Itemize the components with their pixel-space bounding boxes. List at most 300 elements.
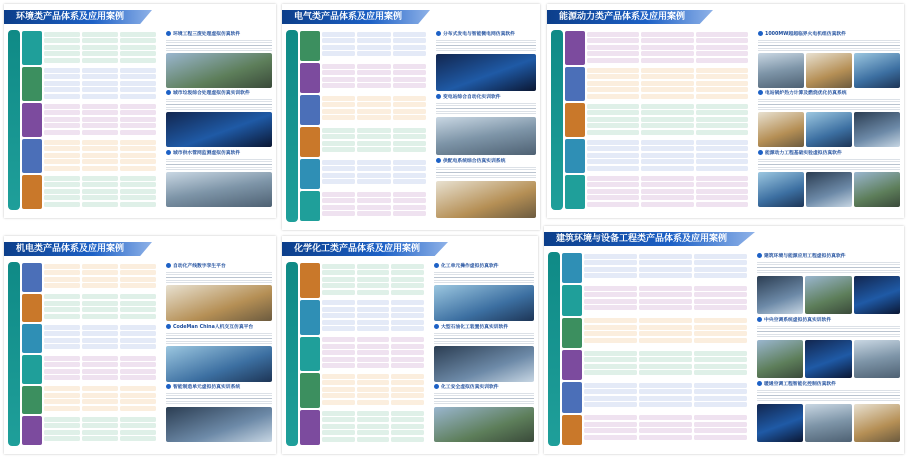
product-cell <box>694 331 747 336</box>
product-cell <box>120 45 156 50</box>
product-cell <box>641 87 693 92</box>
product-cell <box>587 51 639 56</box>
case-screenshot <box>806 172 852 207</box>
product-cell <box>82 166 118 171</box>
product-cell <box>639 325 692 330</box>
product-cell <box>44 94 80 99</box>
product-cell <box>587 130 639 135</box>
product-cell <box>639 260 692 265</box>
product-cell <box>696 159 748 164</box>
product-cell <box>120 153 156 158</box>
case-description <box>436 165 536 179</box>
product-cell <box>357 307 390 312</box>
product-cell <box>322 211 355 216</box>
product-cell <box>322 96 355 101</box>
product-cell <box>641 81 693 86</box>
product-cell <box>82 331 118 336</box>
product-cell <box>120 202 156 207</box>
case-description <box>434 270 534 283</box>
product-cell <box>120 430 156 435</box>
product-cell <box>696 58 748 63</box>
product-cell <box>587 195 639 200</box>
product-cell <box>694 364 747 369</box>
product-cell <box>322 424 355 429</box>
product-cell <box>82 117 118 122</box>
product-cell <box>584 260 637 265</box>
product-cell <box>120 314 156 319</box>
product-cell <box>322 387 355 392</box>
product-cell <box>357 430 390 435</box>
product-cell <box>391 424 424 429</box>
product-cell <box>82 417 118 422</box>
product-cell <box>584 351 637 356</box>
product-cell <box>694 428 747 433</box>
product-cell <box>393 141 426 146</box>
product-cell <box>322 109 355 114</box>
product-cell <box>639 415 692 420</box>
product-cell <box>357 320 390 325</box>
product-cell <box>44 301 80 306</box>
product-cell <box>696 38 748 43</box>
category-spine <box>286 30 298 222</box>
product-cell <box>587 94 639 99</box>
product-cell <box>82 140 118 145</box>
product-cell <box>694 254 747 259</box>
product-cell <box>357 96 390 101</box>
product-cell <box>393 179 426 184</box>
product-cell <box>322 313 355 318</box>
product-cell <box>393 211 426 216</box>
category-label <box>565 31 585 65</box>
product-cell <box>322 128 355 133</box>
product-cell <box>82 294 118 299</box>
brochure-page <box>547 4 904 218</box>
product-cell <box>120 338 156 343</box>
case-screenshot <box>805 404 851 442</box>
product-cell <box>641 140 693 145</box>
category-label <box>300 127 320 157</box>
case-heading: 暖通空调工程智能化控制仿真软件 <box>757 380 836 387</box>
product-cell <box>120 356 156 361</box>
product-cell <box>44 331 80 336</box>
product-cell <box>357 134 390 139</box>
product-cell <box>44 202 80 207</box>
product-cell <box>639 357 692 362</box>
product-cell <box>587 104 639 109</box>
case-screenshot <box>434 407 534 443</box>
product-cell <box>120 51 156 56</box>
product-cell <box>639 422 692 427</box>
product-cell <box>82 202 118 207</box>
product-cell <box>694 357 747 362</box>
category-spine <box>8 30 20 210</box>
case-heading: 建筑环境与能源应用工程虚拟仿真软件 <box>757 252 846 259</box>
product-cell <box>82 159 118 164</box>
product-cell <box>82 356 118 361</box>
case-screenshot <box>166 112 272 147</box>
product-cell <box>696 110 748 115</box>
product-cell <box>44 195 80 200</box>
product-cell <box>322 198 355 203</box>
category-label <box>22 294 42 323</box>
product-cell <box>639 331 692 336</box>
case-heading: 能源动力工程基础实验虚拟仿真软件 <box>758 149 842 156</box>
product-cell <box>584 402 637 407</box>
case-screenshot <box>758 53 804 88</box>
product-cell <box>639 305 692 310</box>
product-cell <box>322 337 355 342</box>
product-cell <box>639 318 692 323</box>
page-header <box>282 4 540 26</box>
product-cell <box>391 437 424 442</box>
product-cell <box>641 117 693 122</box>
page-title: 化学化工类产品体系及应用案例 <box>294 244 421 254</box>
case-screenshot <box>166 172 272 207</box>
product-cell <box>44 38 80 43</box>
product-cell <box>587 110 639 115</box>
product-cell <box>694 396 747 401</box>
product-cell <box>584 383 637 388</box>
product-cell <box>694 325 747 330</box>
product-cell <box>696 94 748 99</box>
product-cell <box>584 422 637 427</box>
product-cell <box>120 270 156 275</box>
product-cell <box>120 344 156 349</box>
product-cell <box>357 411 390 416</box>
product-cell <box>641 104 693 109</box>
case-description <box>758 157 900 170</box>
product-cell <box>82 393 118 398</box>
category-label <box>22 355 42 384</box>
product-cell <box>393 147 426 152</box>
product-cell <box>639 292 692 297</box>
category-label <box>22 103 42 137</box>
product-cell <box>44 375 80 380</box>
case-screenshot <box>436 181 536 218</box>
product-cell <box>44 182 80 187</box>
page-title: 机电类产品体系及应用案例 <box>16 244 125 254</box>
product-cell <box>82 68 118 73</box>
product-cell <box>357 198 390 203</box>
category-label <box>300 337 320 372</box>
product-cell <box>587 166 639 171</box>
product-cell <box>120 406 156 411</box>
product-cell <box>641 51 693 56</box>
category-label <box>22 324 42 353</box>
case-screenshot <box>806 53 852 88</box>
product-cell <box>357 337 390 342</box>
product-cell <box>584 364 637 369</box>
product-cell <box>322 77 355 82</box>
product-cell <box>584 292 637 297</box>
product-cell <box>357 393 390 398</box>
product-cell <box>44 189 80 194</box>
product-cell <box>696 81 748 86</box>
product-cell <box>391 270 424 275</box>
case-description <box>166 331 272 344</box>
product-cell <box>639 396 692 401</box>
case-heading: 供配电系统综合仿真实训系统 <box>436 157 505 164</box>
page-header <box>544 226 904 248</box>
product-cell <box>322 38 355 43</box>
product-cell <box>44 307 80 312</box>
product-cell <box>587 32 639 37</box>
product-cell <box>82 423 118 428</box>
category-label <box>22 416 42 445</box>
case-screenshot <box>434 285 534 321</box>
product-cell <box>357 270 390 275</box>
product-cell <box>696 117 748 122</box>
product-cell <box>120 362 156 367</box>
product-cell <box>120 159 156 164</box>
case-description <box>166 38 272 51</box>
product-cell <box>357 300 390 305</box>
product-cell <box>391 374 424 379</box>
category-label <box>300 63 320 93</box>
product-cell <box>322 134 355 139</box>
product-cell <box>357 290 390 295</box>
product-cell <box>393 166 426 171</box>
category-label <box>562 318 582 348</box>
product-cell <box>641 176 693 181</box>
product-cell <box>639 338 692 343</box>
page-title: 能源动力类产品体系及应用案例 <box>559 12 686 22</box>
case-screenshot <box>758 172 804 207</box>
product-cell <box>639 383 692 388</box>
category-label <box>22 175 42 209</box>
product-cell <box>357 173 390 178</box>
case-description <box>166 391 272 404</box>
product-cell <box>82 375 118 380</box>
category-label <box>22 139 42 173</box>
product-cell <box>639 254 692 259</box>
product-cell <box>391 417 424 422</box>
product-cell <box>322 64 355 69</box>
product-cell <box>639 273 692 278</box>
product-cell <box>639 370 692 375</box>
product-cell <box>391 430 424 435</box>
case-heading: 化工安全虚拟仿真实训软件 <box>434 383 499 390</box>
case-screenshot <box>805 340 851 378</box>
case-screenshot <box>806 112 852 147</box>
case-description <box>436 38 536 52</box>
product-cell <box>393 192 426 197</box>
product-cell <box>120 189 156 194</box>
product-cell <box>120 277 156 282</box>
product-cell <box>641 202 693 207</box>
product-cell <box>44 406 80 411</box>
case-screenshot <box>166 346 272 382</box>
product-cell <box>82 38 118 43</box>
product-cell <box>44 314 80 319</box>
product-cell <box>641 159 693 164</box>
product-cell <box>120 58 156 63</box>
product-cell <box>44 110 80 115</box>
product-cell <box>641 189 693 194</box>
product-cell <box>584 318 637 323</box>
product-cell <box>641 110 693 115</box>
product-cell <box>641 195 693 200</box>
product-cell <box>82 104 118 109</box>
category-label <box>22 386 42 415</box>
product-cell <box>82 94 118 99</box>
product-cell <box>639 389 692 394</box>
product-cell <box>322 51 355 56</box>
category-label <box>562 382 582 412</box>
product-cell <box>393 70 426 75</box>
product-cell <box>584 357 637 362</box>
case-description <box>166 157 272 170</box>
case-screenshot <box>805 276 851 314</box>
case-description <box>166 270 272 283</box>
product-cell <box>322 411 355 416</box>
product-cell <box>694 422 747 427</box>
case-screenshot <box>757 404 803 442</box>
product-cell <box>322 166 355 171</box>
case-description <box>757 260 900 274</box>
product-cell <box>391 307 424 312</box>
product-cell <box>82 270 118 275</box>
product-cell <box>641 74 693 79</box>
product-cell <box>587 153 639 158</box>
product-cell <box>357 211 390 216</box>
product-cell <box>639 435 692 440</box>
product-cell <box>391 411 424 416</box>
product-cell <box>393 198 426 203</box>
product-cell <box>641 68 693 73</box>
product-cell <box>587 87 639 92</box>
product-cell <box>391 290 424 295</box>
product-cell <box>357 380 390 385</box>
product-cell <box>391 277 424 282</box>
product-cell <box>696 146 748 151</box>
product-cell <box>357 70 390 75</box>
product-cell <box>82 307 118 312</box>
product-cell <box>44 159 80 164</box>
product-cell <box>587 45 639 50</box>
product-cell <box>393 115 426 120</box>
product-cell <box>696 182 748 187</box>
case-heading: 分布式发电与智能微电网仿真软件 <box>436 30 515 37</box>
product-cell <box>322 264 355 269</box>
product-cell <box>357 83 390 88</box>
case-description <box>757 324 900 338</box>
case-heading: 1000MW超超临界火电机组仿真软件 <box>758 30 846 37</box>
product-cell <box>696 123 748 128</box>
product-cell <box>44 344 80 349</box>
case-heading: 化工单元操作虚拟仿真软件 <box>434 262 499 269</box>
product-cell <box>322 205 355 210</box>
product-cell <box>639 402 692 407</box>
product-cell <box>322 283 355 288</box>
product-cell <box>82 58 118 63</box>
product-cell <box>584 254 637 259</box>
product-cell <box>584 267 637 272</box>
case-screenshot <box>434 346 534 382</box>
product-cell <box>584 286 637 291</box>
product-cell <box>357 45 390 50</box>
product-cell <box>120 386 156 391</box>
case-screenshot <box>854 112 900 147</box>
category-label <box>300 410 320 445</box>
category-spine <box>8 262 20 446</box>
product-cell <box>391 283 424 288</box>
product-cell <box>120 123 156 128</box>
product-cell <box>44 104 80 109</box>
product-cell <box>120 182 156 187</box>
case-heading: 智能制造单元虚拟仿真实训系统 <box>166 383 240 390</box>
product-cell <box>641 123 693 128</box>
product-cell <box>584 305 637 310</box>
product-cell <box>694 383 747 388</box>
product-cell <box>322 437 355 442</box>
product-cell <box>44 393 80 398</box>
product-cell <box>694 389 747 394</box>
case-heading: 城市垃圾综合处理虚拟仿真实训软件 <box>166 89 250 96</box>
product-cell <box>120 87 156 92</box>
product-cell <box>696 32 748 37</box>
product-cell <box>322 192 355 197</box>
product-cell <box>82 189 118 194</box>
page-title: 电气类产品体系及应用案例 <box>294 12 403 22</box>
product-cell <box>393 128 426 133</box>
product-cell <box>357 102 390 107</box>
product-cell <box>44 270 80 275</box>
case-description <box>758 38 900 51</box>
product-cell <box>357 179 390 184</box>
product-cell <box>120 38 156 43</box>
product-cell <box>44 68 80 73</box>
category-label <box>300 31 320 61</box>
product-cell <box>82 301 118 306</box>
product-cell <box>120 331 156 336</box>
product-cell <box>82 386 118 391</box>
category-label <box>300 300 320 335</box>
page-header <box>282 236 538 258</box>
product-cell <box>641 45 693 50</box>
category-spine <box>551 30 563 210</box>
category-spine <box>548 252 560 446</box>
product-cell <box>120 81 156 86</box>
category-label <box>562 350 582 380</box>
case-screenshot <box>166 407 272 443</box>
product-cell <box>357 166 390 171</box>
product-cell <box>120 146 156 151</box>
product-cell <box>357 357 390 362</box>
category-label <box>565 139 585 173</box>
product-cell <box>393 160 426 165</box>
product-cell <box>322 430 355 435</box>
product-cell <box>120 307 156 312</box>
product-cell <box>587 159 639 164</box>
product-cell <box>357 264 390 269</box>
product-cell <box>587 58 639 63</box>
product-cell <box>322 179 355 184</box>
product-cell <box>696 153 748 158</box>
product-cell <box>357 192 390 197</box>
product-cell <box>587 38 639 43</box>
product-cell <box>584 396 637 401</box>
product-cell <box>82 45 118 50</box>
case-screenshot <box>854 276 900 314</box>
product-cell <box>44 146 80 151</box>
product-cell <box>82 325 118 330</box>
product-cell <box>584 415 637 420</box>
product-cell <box>393 102 426 107</box>
category-label <box>565 67 585 101</box>
product-cell <box>391 320 424 325</box>
category-label <box>300 263 320 298</box>
